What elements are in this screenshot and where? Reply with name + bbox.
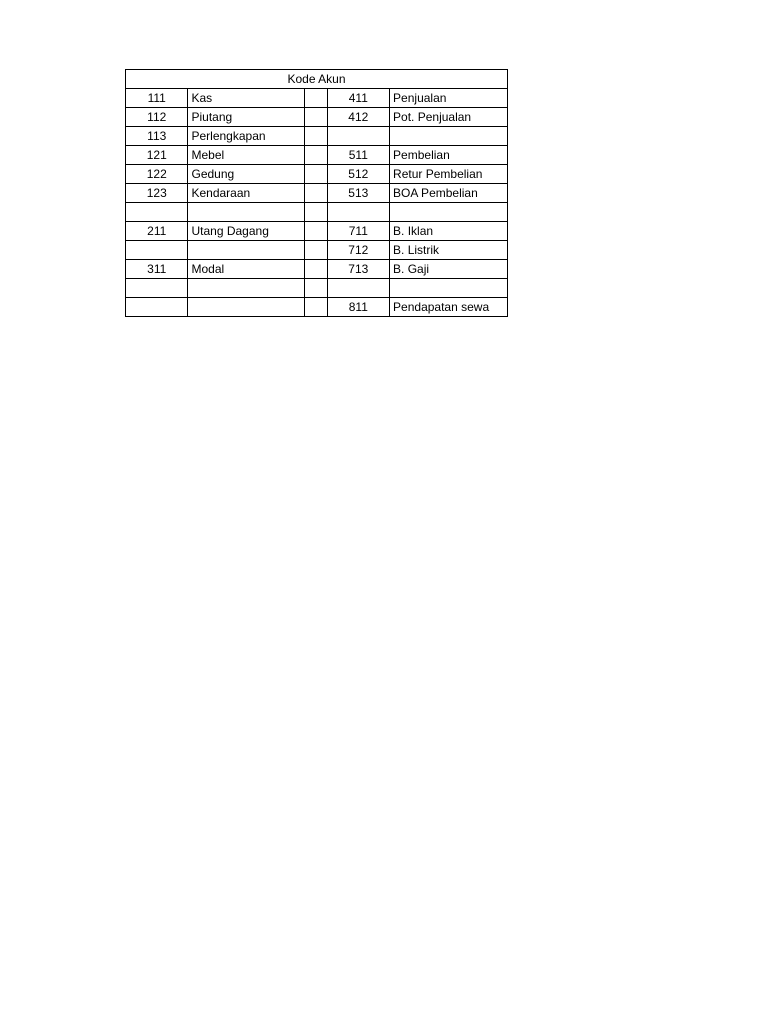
account-code-left: 123	[126, 184, 188, 203]
table-row	[126, 279, 508, 298]
spacer-cell	[305, 203, 327, 222]
table-row	[126, 108, 508, 127]
table-title-row	[126, 70, 508, 89]
account-name-right: BOA Pembelian	[390, 184, 508, 203]
account-name-left	[188, 279, 305, 298]
account-name-right: Pendapatan sewa	[390, 298, 508, 317]
account-name-left	[188, 241, 305, 260]
spacer-cell	[305, 127, 327, 146]
table-body	[126, 70, 508, 317]
account-code-left: 112	[126, 108, 188, 127]
account-name-right	[390, 279, 508, 298]
account-code-right	[327, 203, 389, 222]
account-name-right	[390, 203, 508, 222]
account-name-right: Penjualan	[390, 89, 508, 108]
account-code-right	[327, 127, 389, 146]
account-code-right: 513	[327, 184, 389, 203]
spacer-cell	[305, 241, 327, 260]
account-code-right: 511	[327, 146, 389, 165]
account-code-left: 311	[126, 260, 188, 279]
spacer-cell	[305, 184, 327, 203]
account-code-left: 113	[126, 127, 188, 146]
table-row	[126, 127, 508, 146]
account-name-left: Perlengkapan	[188, 127, 305, 146]
account-code-right: 512	[327, 165, 389, 184]
spacer-cell	[305, 222, 327, 241]
table-row	[126, 241, 508, 260]
account-name-left: Mebel	[188, 146, 305, 165]
account-code-right: 712	[327, 241, 389, 260]
table-row	[126, 222, 508, 241]
account-name-left: Kas	[188, 89, 305, 108]
table-row	[126, 203, 508, 222]
account-code-left: 111	[126, 89, 188, 108]
spacer-cell	[305, 165, 327, 184]
table-row	[126, 89, 508, 108]
account-name-left	[188, 298, 305, 317]
account-code-left: 121	[126, 146, 188, 165]
spacer-cell	[305, 279, 327, 298]
account-code-left: 122	[126, 165, 188, 184]
account-code-right: 713	[327, 260, 389, 279]
spacer-cell	[305, 298, 327, 317]
account-name-right: B. Listrik	[390, 241, 508, 260]
spacer-cell	[305, 89, 327, 108]
account-code-right	[327, 279, 389, 298]
account-name-right: B. Iklan	[390, 222, 508, 241]
account-name-left: Utang Dagang	[188, 222, 305, 241]
account-code-left	[126, 279, 188, 298]
account-code-left	[126, 298, 188, 317]
table-row	[126, 146, 508, 165]
table-row	[126, 184, 508, 203]
account-name-left	[188, 203, 305, 222]
account-code-left	[126, 241, 188, 260]
account-name-right	[390, 127, 508, 146]
account-code-right: 411	[327, 89, 389, 108]
account-code-left	[126, 203, 188, 222]
table-row	[126, 260, 508, 279]
spacer-cell	[305, 108, 327, 127]
account-name-left: Piutang	[188, 108, 305, 127]
account-code-left: 211	[126, 222, 188, 241]
spacer-cell	[305, 260, 327, 279]
account-name-right: Pembelian	[390, 146, 508, 165]
table-row	[126, 298, 508, 317]
account-code-right: 412	[327, 108, 389, 127]
account-code-right: 811	[327, 298, 389, 317]
table-title: Kode Akun	[126, 70, 508, 89]
account-name-right: Retur Pembelian	[390, 165, 508, 184]
account-name-right: Pot. Penjualan	[390, 108, 508, 127]
account-codes-table	[125, 69, 508, 317]
account-name-left: Kendaraan	[188, 184, 305, 203]
account-name-left: Modal	[188, 260, 305, 279]
spacer-cell	[305, 146, 327, 165]
account-code-right: 711	[327, 222, 389, 241]
account-name-left: Gedung	[188, 165, 305, 184]
account-name-right: B. Gaji	[390, 260, 508, 279]
table-row	[126, 165, 508, 184]
